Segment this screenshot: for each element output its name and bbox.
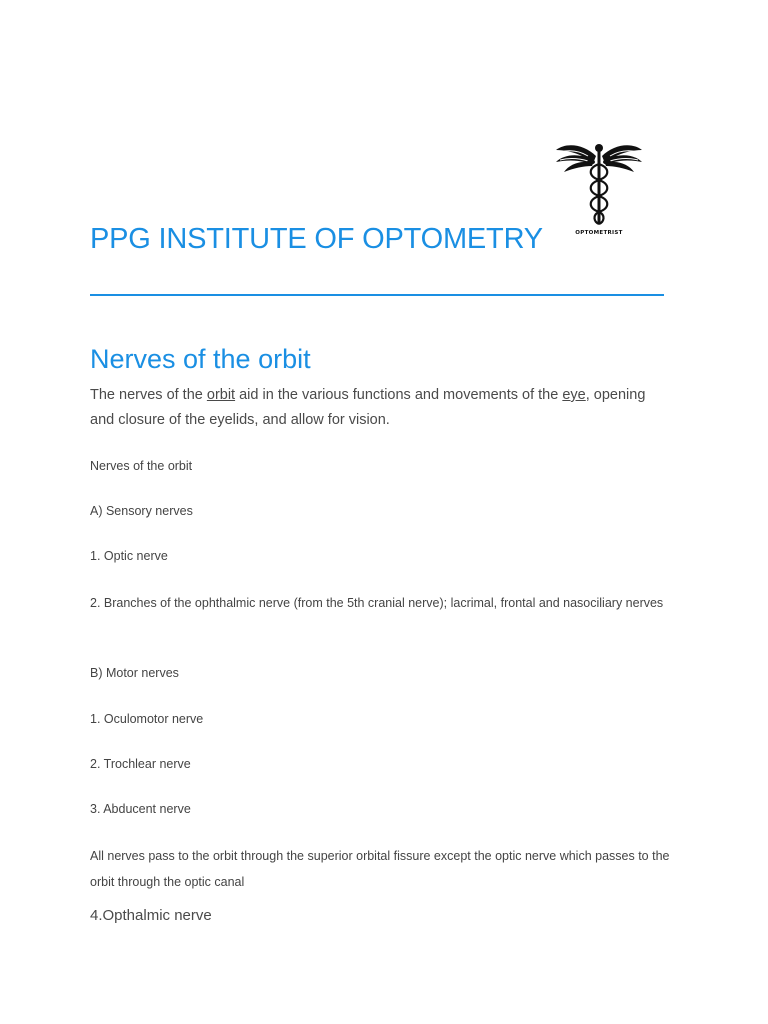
logo-caption: OPTOMETRIST (575, 230, 623, 236)
list-item: 3. Abducent nerve (90, 802, 191, 816)
optometrist-logo (544, 134, 654, 252)
orbit-link[interactable]: orbit (206, 387, 236, 403)
page-heading: Nerves of the orbit (90, 344, 311, 374)
intro-text-2: aid in the various functions and movements of the (235, 387, 563, 403)
intro-text-1: The nerves of the (90, 387, 207, 403)
eye-link[interactable]: eye (562, 387, 586, 403)
list-item: 2. Trochlear nerve (90, 757, 191, 771)
list-item: 1. Oculomotor nerve (90, 712, 204, 726)
list-subtitle: Nerves of the orbit (90, 459, 193, 473)
list-item: 2. Branches of the ophthalmic nerve (from the 5th cranial nerve); lacrimal, frontal and nasociliary nerves (90, 596, 664, 610)
institute-title: PPG INSTITUTE OF OPTOMETRY (90, 223, 543, 255)
motor-heading: B) Motor nerves (90, 666, 179, 680)
section-heading: 4.Opthalmic nerve (90, 907, 212, 924)
sensory-heading: A) Sensory nerves (90, 504, 193, 518)
intro-text-3: , opening and closure of the eyelids, and allow for vision. (90, 387, 646, 428)
caduceus-icon (544, 134, 654, 230)
note-paragraph: All nerves pass to the orbit through the superior orbital fissure except the optic nerve which passes to the orbit through the optic canal (90, 849, 670, 889)
list-item: 1. Optic nerve (90, 549, 168, 563)
header-divider (90, 294, 664, 296)
intro-paragraph (90, 383, 650, 433)
